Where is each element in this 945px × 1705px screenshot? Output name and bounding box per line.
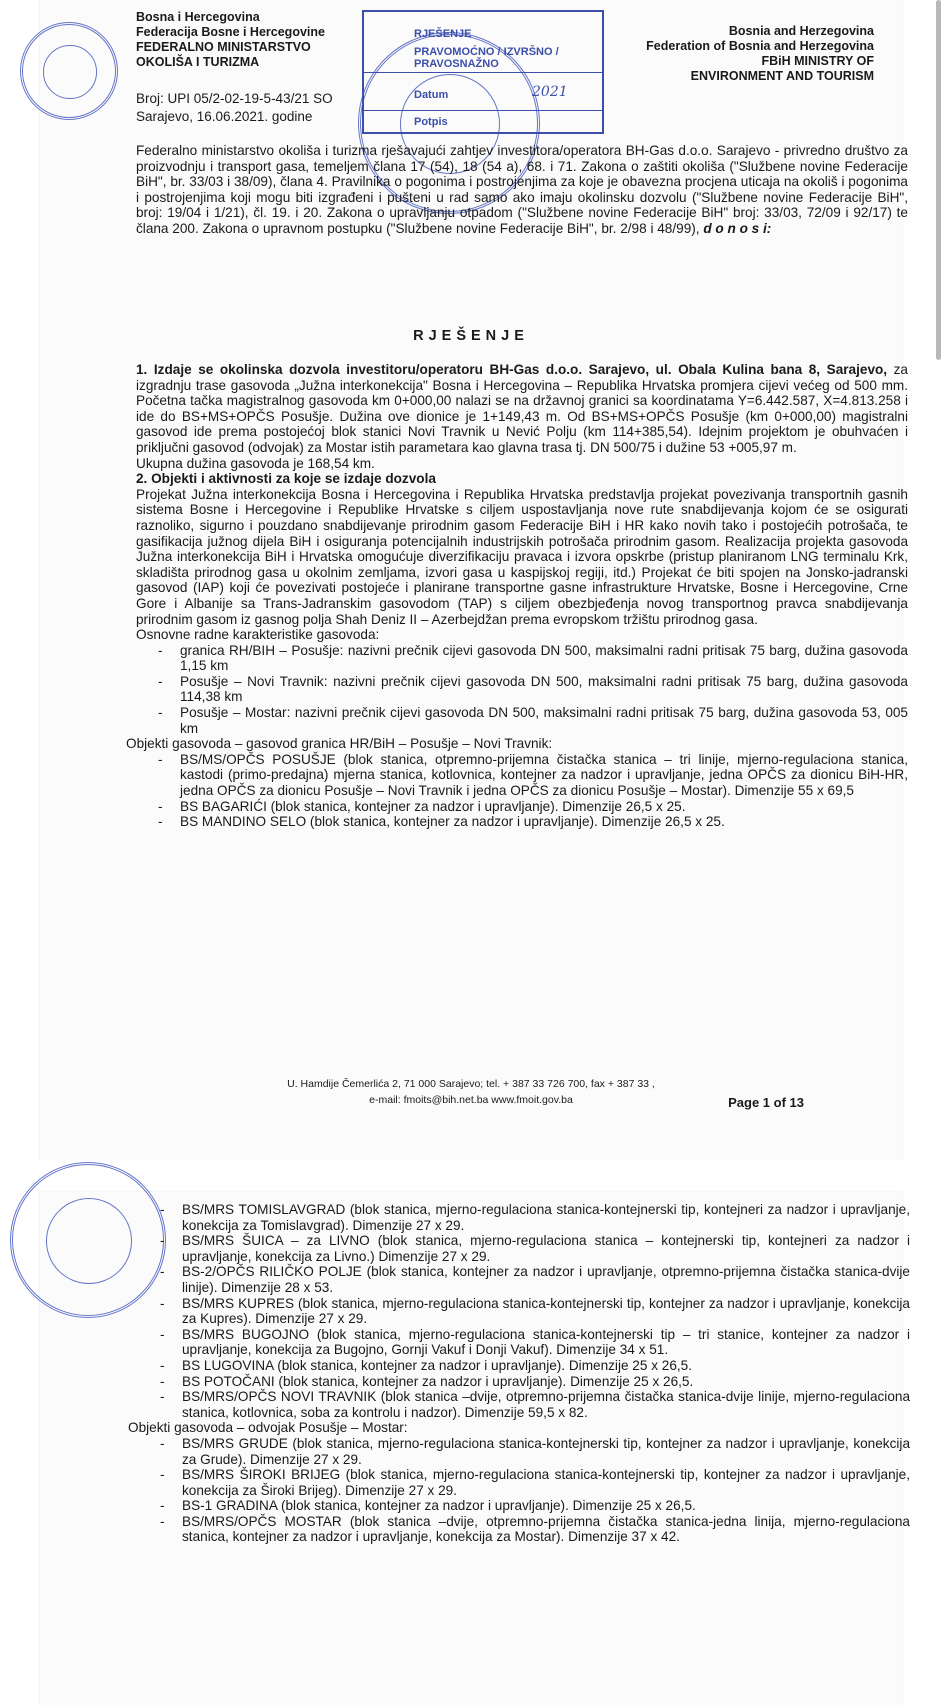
list-item: - granica RH/BIH – Posušje: nazivni prečnik cijevi gasovoda DN 500, maksimalni radni pritisak 75 barg, dužina gasovoda 1,15 km xyxy=(158,642,908,674)
stamp-datum-label: Datum xyxy=(414,89,449,101)
intro-text: Federalno ministarstvo okoliša i turizma rješavajući zahtjev investitora/operatora BH-Gas d.o.o. Sarajevo - privredno društvo za proizvodnju i transport gasa, temeljem člana 17 (54), 18 (54 a), 68. i 71. Zakona o zaštiti okoliša ("Službene novine Federacije BiH", br. 33/03 i 38/09), člana 4. Pravilnika o pogonima i postrojenjima za koje je obavezna procjena uticaja na okoliš i pogonima i postrojenjima koji mogu biti izgrađeni i pušteni u rad samo ako imaju okolinsku dozvolu ("Službene novine Federacije BiH", broj: 19/04 i 1/21), čl. 19. i 20. Zakona o upravljanju otpadom ("Službene novine Federacije BiH" broj: 33/03, 72/09 i 92/17) te člana 200. Zakona o upravnom postupku ("Službene novine Federacije BiH", br. 2/98 i 48/99), xyxy=(136,143,908,236)
list-item-text: BS/MRS ŠIROKI BRIJEG (blok stanica, mjerno-regulaciona stanica-kontejnerski tip, kontejner za nadzor i upravljanje, konekcija za Široki Brijeg). Dimenzije 27 x 29. xyxy=(182,1467,910,1498)
list-item-text: granica RH/BIH – Posušje: nazivni prečnik cijevi gasovoda DN 500, maksimalni radni pritisak 75 barg, dužina gasovoda 1,15 km xyxy=(180,642,908,674)
header-left-line: FEDERALNO MINISTARSTVO xyxy=(136,40,311,54)
list-item-text: BS/MRS TOMISLAVGRAD (blok stanica, mjerno-regulaciona stanica-kontejnerski tip, kontejneri za nadzor i upravljanje, konekcija za Tomislavgrad). Dimenzije 27 x 29. xyxy=(182,1202,910,1233)
list-item-text: BS-1 GRADINA (blok stanica, kontejner za nadzor i upravljanje). Dimenzije 25 x 26,5. xyxy=(182,1498,696,1514)
list-item: - BS/MRS/OPČS NOVI TRAVNIK (blok stanica –dvije, otpremno-prijemna čistačka stanica-dvije linije, mjerno-regulaciona stanica, kotlovnica, soba za kontrolu i nadzor). Dimenzije 59,5 x 82. xyxy=(160,1389,910,1420)
section-2-text: Projekat Južna interkonekcija Bosna i Hercegovina i Republika Hrvatska predstavlja projekat povezivanja transportnih gasnih sistema Bosne i Hercegovine i Republike Hrvatske s ciljem uspostavljanja nove rute snabdijevanja kojom će se osigurati raznoliko, sigurno i pouzdano snabdijevanje prirodnim gasom Federacije BiH i HR kako novih tako i postojećih potrošača, te gasifikacija južnog dijela BiH i osiguranja potencijalnih industrijskih potrošača prirodnim gasom. Realizacija projekta gasovoda Južna interkonekcija BiH i Hrvatska omogućuje diverzifikaciju pravaca i izvora opskrbe (pristup planiranom LNG terminalu Krk, skladišta prirodnog gasa u okolnim zemljama, izvori gasa u kaspijskoj regiji, itd.) Projekat će biti spojen na Jonsko-jadranski gasovod (IAP) koji će povezivati postojeće i planirane transportne gasne infrastrukture Hrvatske, Bosne i Hercegovine, Crne Gore i Albanije sa Trans-Jadranskim gasovodom (TAP) s ciljem obezbjeđenja novog transportnog pravca snabdijevanja prirodnim gasom iz gasnog polja Shah Deniz II – Azerbejdžan prema evropskom tržištu prirodnog gasa. xyxy=(136,486,908,627)
list-item: - BS/MRS BUGOJNO (blok stanica, mjerno-regulaciona stanica-kontejnerski tip – tri stanice, kontejner za nadzor i upravljanje, konekcija za Bugojno, Gornji Vakuf i Donji Vakuf). Dimenzije 34 x 51. xyxy=(160,1326,910,1358)
list-item-text: BS-2/OPČS RILIČKO POLJE (blok stanica, kontejner za nadzor i upravljanje, otpremno-prijemna čistačka stanica-dvije linije). Dimenzije 28 x 53. xyxy=(182,1264,910,1295)
stamp-potpis-label: Potpis xyxy=(414,116,448,128)
official-round-stamp-left xyxy=(20,22,118,120)
stamp-handwritten-date: 2021 xyxy=(532,84,568,100)
document-page-2 xyxy=(40,1192,910,1705)
total-length: Ukupna dužina gasovoda je 168,54 km. xyxy=(136,455,375,471)
section-1-heading: 1. Izdaje se okolinska dozvola investitoru/operatoru BH-Gas d.o.o. Sarajevo, ul. Obala Kulina bana 8, Sarajevo, xyxy=(136,362,888,377)
document-date: Sarajevo, 16.06.2021. godine xyxy=(136,109,313,124)
page-2-body xyxy=(128,1202,910,1545)
header-right-line: FBiH MINISTRY OF xyxy=(761,54,874,68)
list-item: - BS BAGARIĆI (blok stanica, kontejner za nadzor i upravljanje). Dimenzije 26,5 x 25. xyxy=(158,798,686,814)
list-item: - BS/MRS ŠIROKI BRIJEG (blok stanica, mjerno-regulaciona stanica-kontejnerski tip, kontejner za nadzor i upravljanje, konekcija za Široki Brijeg). Dimenzije 27 x 29. xyxy=(160,1467,910,1498)
intro-paragraph xyxy=(136,143,908,237)
list-item-text: BS MANDINO SELO (blok stanica, kontejner za nadzor i upravljanje). Dimenzije 26,5 x 25. xyxy=(180,814,725,830)
header-right xyxy=(646,24,874,84)
header-left-line: Federacija Bosne i Hercegovine xyxy=(136,25,325,39)
objects-list-continued xyxy=(138,1202,910,1420)
footer-contact: e-mail: fmoits@bih.net.ba www.fmoit.gov.ba xyxy=(369,1094,573,1106)
section-2-heading: 2. Objekti i aktivnosti za koje se izdaje dozvola xyxy=(136,471,436,487)
section-1 xyxy=(136,362,908,456)
list-item: - Posušje – Mostar: nazivni prečnik cijevi gasovoda DN 500, maksimalni radni pritisak 75 barg, dužina gasovoda 53, 005 km xyxy=(158,705,908,736)
header-right-line: Bosnia and Herzegovina xyxy=(728,24,874,38)
list-item: - BS POTOČANI (blok stanica, kontejner za nadzor i upravljanje). Dimenzije 25 x 26,5. xyxy=(160,1373,694,1389)
header-right-line: Federation of Bosnia and Herzegovina xyxy=(646,39,874,53)
list-item: - BS-2/OPČS RILIČKO POLJE (blok stanica, kontejner za nadzor i upravljanje, otpremno-prijemna čistačka stanica-dvije linije). Dimenzije 28 x 53. xyxy=(160,1264,910,1295)
objects-list xyxy=(136,752,908,830)
list-item: - BS LUGOVINA (blok stanica, kontejner za nadzor i upravljanje). Dimenzije 25 x 26,5. xyxy=(160,1357,693,1373)
header-left-line: Bosna i Hercegovina xyxy=(136,10,260,24)
decision-body xyxy=(126,362,908,830)
list-item-text: BS/MS/OPČS POSUŠJE (blok stanica, otpremno-prijemna čistačka stanica – tri linije, mjerno-regulaciona stanica, kastodi (primo-predajna) mjerna stanica, kotlovnica, kontejner za nadzor i upravljanje, jedna OPČS za dionicu BiH-HR, jedna OPČS za dionicu Posušje – Novi Travnik i jedna OPČS za dionicu Posušje – Mostar). Dimenzije 55 x 69,5 xyxy=(180,751,908,799)
header-left xyxy=(136,10,325,70)
list-item: - Posušje – Novi Travnik: nazivni prečnik cijevi gasovoda DN 500, maksimalni radni pritisak 75 barg, dužina gasovoda 114,38 km xyxy=(158,673,908,705)
list-item-text: Posušje – Novi Travnik: nazivni prečnik cijevi gasovoda DN 500, maksimalni radni pritisak 75 barg, dužina gasovoda 114,38 km xyxy=(180,673,908,705)
list-item: - BS/MRS GRUDE (blok stanica, mjerno-regulaciona stanica-kontejnerski tip, kontejner za nadzor i upravljanje, konekcija za Grude). Dimenzije 27 x 29. xyxy=(160,1435,910,1467)
stamp-title: RJEŠENJE xyxy=(414,28,472,40)
header-left-line: OKOLIŠA I TURIZMA xyxy=(136,55,260,69)
reference-block xyxy=(136,90,333,126)
list-item: - BS/MRS KUPRES (blok stanica, mjerno-regulaciona stanica-kontejnerski tip, kontejner za nadzor i upravljanje, konekcija za Kupres). Dimenzije 27 x 29. xyxy=(160,1295,910,1327)
document-number: Broj: UPI 05/2-02-19-5-43/21 SO xyxy=(136,91,333,106)
list-item: - BS/MS/OPČS POSUŠJE (blok stanica, otpremno-prijemna čistačka stanica – tri linije, mjerno-regulaciona stanica, kastodi (primo-predajna) mjerna stanica, kotlovnica, kontejner za nadzor i upravljanje, jedna OPČS za dionicu BiH-HR, jedna OPČS za dionicu Posušje – Novi Travnik i jedna OPČS za dionicu Posušje – Mostar). Dimenzije 55 x 69,5 xyxy=(158,751,908,799)
list-item-text: BS LUGOVINA (blok stanica, kontejner za nadzor i upravljanje). Dimenzije 25 x 26,5. xyxy=(182,1357,693,1373)
donosi-label: d o n o s i: xyxy=(703,220,772,236)
scrollbar-thumb[interactable] xyxy=(936,0,941,360)
document-page-1 xyxy=(40,0,908,1160)
page-number: Page 1 of 13 xyxy=(728,1095,804,1110)
list-item-text: BS/MRS KUPRES (blok stanica, mjerno-regulaciona stanica-kontejnerski tip, kontejner za nadzor i upravljanje, konekcija za Kupres). Dimenzije 27 x 29. xyxy=(182,1295,910,1327)
list-item: - BS-1 GRADINA (blok stanica, kontejner za nadzor i upravljanje). Dimenzije 25 x 26,5. xyxy=(160,1498,696,1514)
list-item-text: BS POTOČANI (blok stanica, kontejner za nadzor i upravljanje). Dimenzije 25 x 26,5. xyxy=(182,1373,694,1389)
decision-title: RJEŠENJE xyxy=(413,328,529,344)
list-item-text: BS/MRS BUGOJNO (blok stanica, mjerno-regulaciona stanica-kontejnerski tip – tri stanice, kontejner za nadzor i upravljanje, konekcija za Bugojno, Gornji Vakuf i Donji Vakuf). Dimenzije 34 x 51. xyxy=(182,1326,910,1358)
section-1-text: za izgradnju trase gasovoda „Južna interkonekcija" Bosna i Hercegovina – Republika Hrvatska promjera cijevi većeg od 500 mm. Početna tačka magistralnog gasovoda km 0+000,00 nalazi se na državnoj granici sa koordinatama Y=6.442.587, X=4.813.258 i ide do BS+MS+OPČS Posušje. Dužina ove dionice je 1+149,43 m. Od BS+MS+OPČS Posušje (km 0+000,00) magistralni gasovod ide prema postojećoj blok stanici Novi Travnik u Nević Polju (km 114+385,54). Idejnim projektom je obuhvaćen i priključni gasovod (odvojak) za Mostar istih parametara kao glavna trasa tj. DN 500/75 i dužine 53 +005,97 m. xyxy=(136,362,908,455)
list-item-text: BS/MRS/OPČS MOSTAR (blok stanica –dvije, otpremno-prijemna čistačka stanica-jedna linija, mjerno-regulaciona stanica, kontejner za nadzor i upravljanje, konekcija za Mostar). Dimenzije 37 x 42. xyxy=(182,1513,910,1545)
list-item-text: BS BAGARIĆI (blok stanica, kontejner za nadzor i upravljanje). Dimenzije 26,5 x 25. xyxy=(180,798,686,814)
validity-stamp xyxy=(362,10,604,134)
list-item: - BS/MRS TOMISLAVGRAD (blok stanica, mjerno-regulaciona stanica-kontejnerski tip, kontejneri za nadzor i upravljanje, konekcija za Tomislavgrad). Dimenzije 27 x 29. xyxy=(160,1202,910,1233)
list-item-text: BS/MRS ŠUICA – za LIVNO (blok stanica, mjerno-regulaciona stanica – kontejnerski tip, kontejneri za nadzor i upravljanje, konekcija za Livno.) Dimenzije 27 x 29. xyxy=(182,1233,910,1264)
footer-address: U. Hamdije Čemerlića 2, 71 000 Sarajevo; tel. + 387 33 726 700, fax + 387 33 , xyxy=(287,1078,655,1090)
list-item: - BS/MRS/OPČS MOSTAR (blok stanica –dvije, otpremno-prijemna čistačka stanica-jedna linija, mjerno-regulaciona stanica, kontejner za nadzor i upravljanje, konekcija za Mostar). Dimenzije 37 x 42. xyxy=(160,1513,910,1545)
list-item: - BS MANDINO SELO (blok stanica, kontejner za nadzor i upravljanje). Dimenzije 26,5 x 25. xyxy=(158,814,725,830)
branch-objects-list xyxy=(138,1436,910,1545)
list-item-text: BS/MRS GRUDE (blok stanica, mjerno-regulaciona stanica-kontejnerski tip, kontejner za nadzor i upravljanje, konekcija za Grude). Dimenzije 27 x 29. xyxy=(182,1435,910,1467)
list-item-text: BS/MRS/OPČS NOVI TRAVNIK (blok stanica –dvije, otpremno-prijemna čistačka stanica-dvije linije, mjerno-regulaciona stanica, kotlovnica, soba za kontrolu i nadzor). Dimenzije 59,5 x 82. xyxy=(182,1389,910,1420)
stamp-divider xyxy=(364,110,602,111)
objects-label: Objekti gasovoda – gasovod granica HR/BiH – Posušje – Novi Travnik: xyxy=(126,736,553,752)
stamp-subtitle: PRAVOMOĆNO / IZVRŠNO / PRAVOSNAŽNO xyxy=(414,46,559,70)
branch-objects-label: Objekti gasovoda – odvojak Posušje – Mostar: xyxy=(128,1420,408,1436)
basic-characteristics-label: Osnovne radne karakteristike gasovoda: xyxy=(136,627,380,643)
list-item-text: Posušje – Mostar: nazivni prečnik cijevi gasovoda DN 500, maksimalni radni pritisak 75 barg, dužina gasovoda 53, 005 km xyxy=(180,705,908,736)
stamp-divider xyxy=(364,72,602,73)
list-item: - BS/MRS ŠUICA – za LIVNO (blok stanica, mjerno-regulaciona stanica – kontejnerski tip, kontejneri za nadzor i upravljanje, konekcija za Livno.) Dimenzije 27 x 29. xyxy=(160,1233,910,1264)
header-right-line: ENVIRONMENT AND TOURISM xyxy=(690,69,874,83)
basic-characteristics-list xyxy=(136,643,908,737)
